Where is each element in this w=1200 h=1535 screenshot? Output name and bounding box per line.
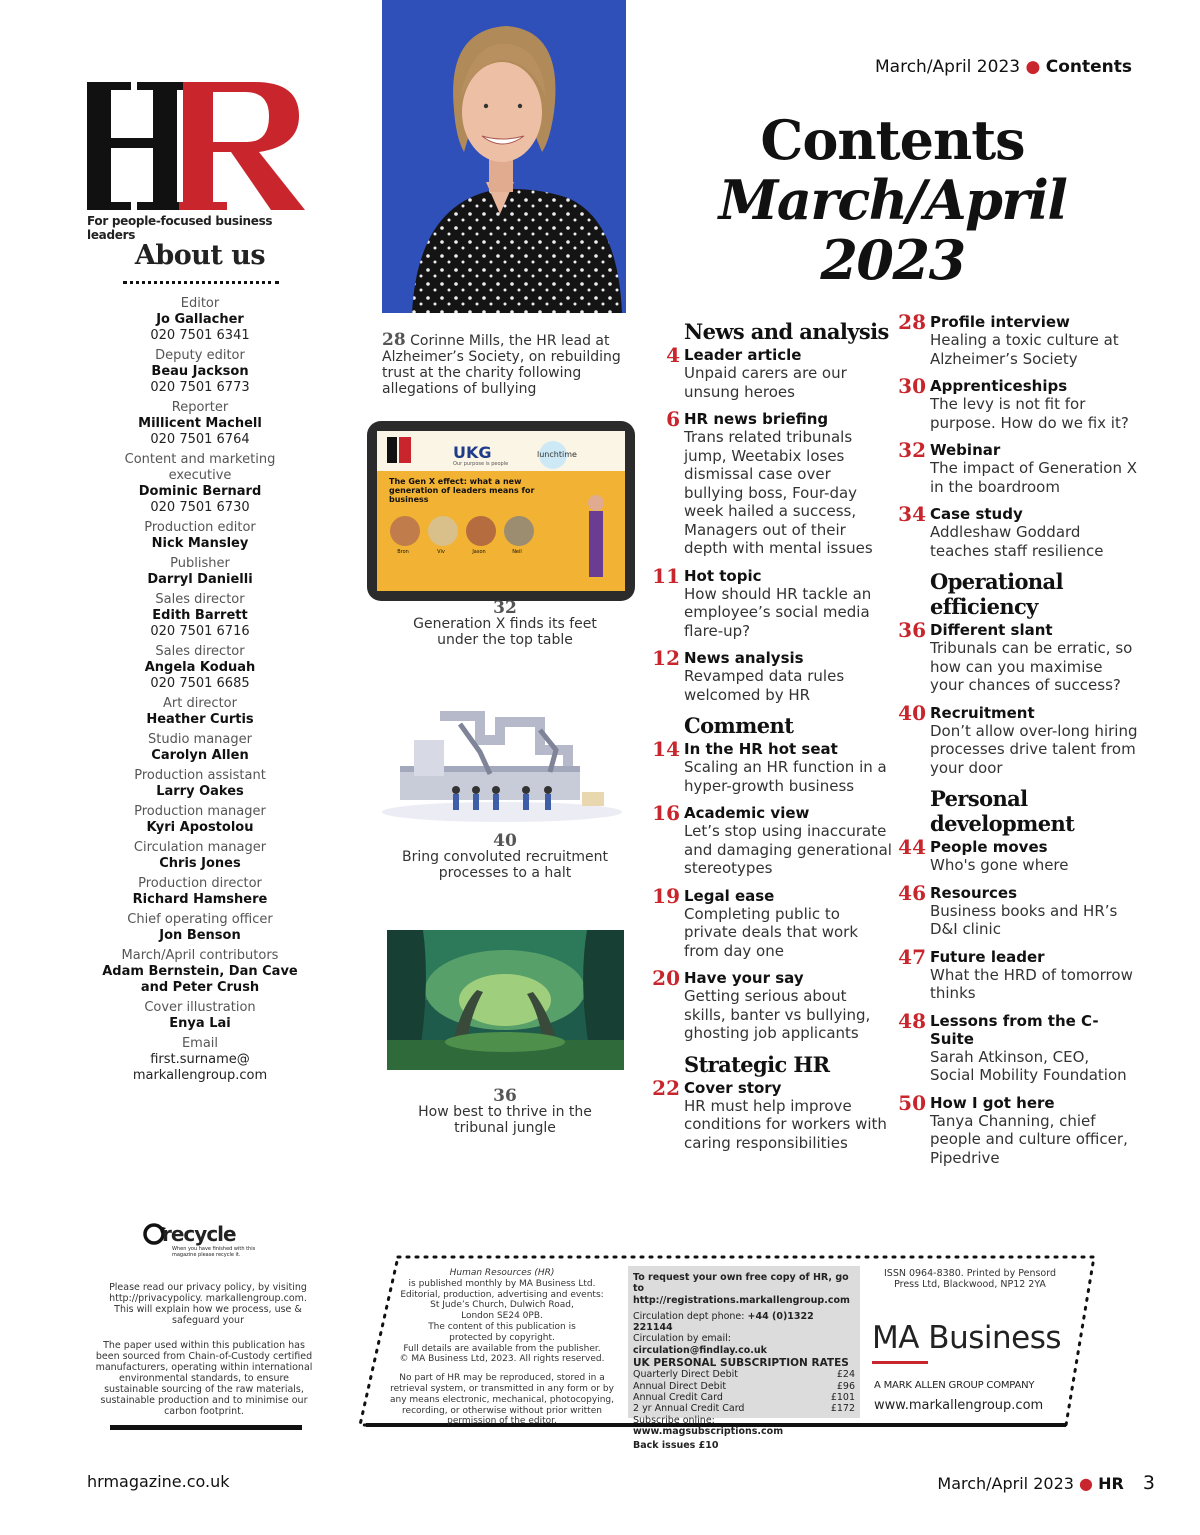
staff-entry — [100, 452, 300, 516]
toc-title: Have your say — [684, 969, 804, 987]
toc-description: The levy is not fit for purpose. How do we fix it? — [930, 395, 1129, 432]
site-url[interactable]: hrmagazine.co.uk — [87, 1472, 230, 1491]
toc-column-right — [898, 310, 1138, 1176]
page-footer — [937, 1472, 1155, 1494]
toc-title: Recruitment — [930, 703, 1035, 722]
caption-text: How best to thrive in the tribunal jungle — [418, 1104, 592, 1136]
toc-entry[interactable] — [898, 1090, 1138, 1168]
corinne-mills-photo — [382, 0, 626, 313]
bottom-rule — [110, 1425, 302, 1430]
staff-entry — [100, 1000, 300, 1032]
toc-entry[interactable] — [898, 502, 1138, 560]
ma-website[interactable]: www.markallengroup.com — [874, 1398, 1044, 1413]
publisher-line: London SE24 0PB. — [461, 1311, 543, 1322]
ma-business-logo — [872, 1320, 1061, 1356]
subscription-panel — [628, 1266, 860, 1452]
staff-role: Production editor — [144, 520, 256, 535]
toc-entry[interactable] — [652, 343, 892, 401]
staff-name: Nick Mansley — [151, 536, 249, 551]
toc-entry[interactable] — [652, 737, 892, 795]
footer-brand: HR — [1098, 1474, 1124, 1493]
about-title: About us — [134, 240, 266, 271]
staff-entry — [100, 520, 300, 552]
publisher-line: The content of this publication is — [428, 1321, 576, 1332]
toc-description: Healing a toxic culture at Alzheimer’s Society — [930, 331, 1119, 368]
toc-title: Cover story — [684, 1078, 782, 1097]
toc-description: Tribunals can be erratic, so how can you maximise your chances of success? — [930, 639, 1133, 694]
circ-phone-label: Circulation dept phone: — [633, 1310, 745, 1322]
staff-role: Email — [181, 1036, 219, 1051]
toc-page-number: 50 — [898, 1090, 926, 1115]
toc-page-number: 40 — [898, 700, 926, 725]
toc-page-number: 30 — [898, 374, 926, 398]
toc-title: Resources — [930, 883, 1018, 902]
privacy-note: Please read our privacy policy, by visiting http://privacypolicy. markallengroup.com. This will explain how we process, use & safeguard your — [109, 1282, 307, 1326]
staff-contact: 020 7501 6730 — [150, 500, 250, 515]
caption-28 — [382, 332, 632, 397]
staff-name: Kyri Apostolou — [146, 820, 254, 835]
staff-entry — [100, 912, 300, 944]
contents-title: Contents — [760, 108, 1025, 172]
toc-description: Addleshaw Goddard teaches staff resilience — [930, 523, 1104, 560]
staff-entry — [100, 296, 300, 344]
caption-text: Corinne Mills, the HR lead at Alzheimer’s Society, on rebuilding trust at the charity following allegations of bullying — [382, 333, 621, 397]
toc-description: HR must help improve conditions for workers with caring responsibilities — [684, 1096, 887, 1152]
staff-list — [100, 296, 300, 1088]
staff-contact: 020 7501 6341 — [150, 328, 250, 343]
staff-name: Jo Gallacher — [156, 312, 244, 327]
staff-contact: 020 7501 6685 — [150, 676, 250, 691]
logo-underline — [872, 1361, 928, 1364]
tribunal-jungle-illustration — [387, 930, 624, 1070]
circ-email[interactable]: circulation@findlay.co.uk — [633, 1344, 767, 1356]
toc-entry[interactable] — [898, 700, 1138, 778]
dotted-divider — [123, 281, 279, 284]
toc-description: The impact of Generation X in the boardroom — [930, 459, 1138, 496]
rate-label: Annual Credit Card — [633, 1391, 723, 1403]
event-brand: lunchtime — [537, 450, 577, 459]
toc-description: What the HRD of tomorrow thinks — [930, 965, 1133, 1002]
publisher-line: Full details are available from the publisher. — [403, 1343, 601, 1354]
toc-title: Lessons from the C-Suite — [930, 1011, 1099, 1048]
toc-page-number: 4 — [666, 343, 680, 367]
toc-title: Leader article — [684, 346, 802, 364]
toc-entry[interactable] — [652, 646, 892, 704]
staff-role: Art director — [163, 696, 237, 711]
toc-page-number: 16 — [652, 801, 680, 825]
staff-name: Carolyn Allen — [151, 748, 249, 763]
rate-price: £172 — [830, 1403, 855, 1415]
subscribe-label: Subscribe online: — [633, 1414, 715, 1426]
paper-note: The paper used within this publication has been sourced from Chain-of-Custody certified manufacturers, operating within international environmental standards, to ensure sustainable sourcing of the raw materials, sustainable production and to minimise our carbon footprint. — [95, 1340, 313, 1417]
staff-role: Circulation manager — [133, 840, 267, 855]
publisher-line: is published monthly by MA Business Ltd. — [408, 1278, 596, 1289]
copyright-notice: No part of HR may be reproduced, stored in a retrieval system, or transmitted in any form or by any means electronic, mechanical, photocopying, recording, or otherwise without prior written permission of the editor. — [389, 1373, 614, 1427]
toc-entry[interactable] — [898, 618, 1138, 695]
rate-price: £24 — [836, 1369, 855, 1381]
speaker-name: Jason — [472, 549, 486, 555]
webinar-tablet-image — [367, 421, 635, 601]
caption-text: Generation X finds its feet under the top table — [413, 616, 597, 648]
staff-name: Millicent Machell — [138, 416, 262, 431]
staff-contact: first.surname@ markallengroup.com — [132, 1052, 268, 1083]
toc-page-number: 12 — [652, 646, 680, 670]
toc-column-left — [652, 313, 892, 1161]
rate-label: 2 yr Annual Credit Card — [633, 1403, 745, 1415]
webinar-headline: The Gen X effect: what a new generation of leaders means for business — [389, 477, 535, 504]
caption-number: 32 — [493, 598, 517, 618]
staff-role: Cover illustration — [144, 1000, 256, 1015]
staff-contact: 020 7501 6716 — [150, 624, 250, 639]
recycle-word: recycle — [162, 1222, 236, 1246]
staff-entry — [100, 696, 300, 728]
rates-list — [633, 1369, 855, 1414]
publisher-details — [384, 1268, 620, 1427]
toc-description: How should HR tackle an employee’s social media flare-up? — [684, 584, 872, 640]
circ-phone: +44 (0)1322 221144 — [633, 1310, 814, 1334]
toc-title: Webinar — [930, 441, 1001, 459]
staff-name: Edith Barrett — [152, 608, 248, 623]
page-number: 3 — [1142, 1472, 1155, 1494]
rate-label: Quarterly Direct Debit — [633, 1369, 739, 1381]
toc-page-number: 19 — [652, 883, 680, 908]
staff-name: Larry Oakes — [156, 784, 244, 799]
toc-description: Tanya Channing, chief people and culture officer, Pipedrive — [930, 1111, 1128, 1167]
rate-label: Annual Direct Debit — [633, 1380, 727, 1392]
staff-name: Adam Bernstein, Dan Cave and Peter Crush — [102, 964, 298, 995]
section-heading: Strategic HR — [684, 1051, 830, 1077]
caption-number: 28 — [382, 330, 406, 350]
toc-description: Unpaid carers are our unsung heroes — [684, 364, 847, 401]
toc-description: Sarah Atkinson, CEO, Social Mobility Foundation — [930, 1047, 1127, 1084]
staff-name: Beau Jackson — [151, 364, 249, 379]
subscription-heading: UK PERSONAL SUBSCRIPTION RATES — [633, 1357, 849, 1370]
toc-page-number: 20 — [652, 966, 680, 990]
staff-name: Angela Koduah — [144, 660, 256, 675]
section-heading: News and analysis — [684, 319, 889, 344]
caption-number: 40 — [493, 831, 517, 851]
publisher-line: St Jude’s Church, Dulwich Road, — [430, 1300, 574, 1311]
staff-name: Jon Benson — [159, 928, 241, 943]
toc-description: Don’t allow over-long hiring processes drive talent from your door — [930, 721, 1138, 777]
staff-entry — [100, 400, 300, 448]
free-copy-request[interactable]: To request your own free copy of HR, go to http://registrations.markallengroup.com — [633, 1272, 850, 1306]
caption-text: Bring convoluted recruitment processes to a halt — [401, 849, 609, 881]
hr-logo — [87, 80, 319, 232]
toc-page-number: 6 — [666, 407, 680, 431]
toc-title: How I got here — [930, 1093, 1055, 1112]
toc-page-number: 48 — [898, 1008, 926, 1033]
toc-entry[interactable] — [652, 563, 892, 641]
speaker-name: Neil — [512, 549, 522, 555]
staff-name: Chris Jones — [159, 856, 241, 871]
toc-title: In the HR hot seat — [684, 740, 838, 758]
toc-entry[interactable] — [652, 966, 892, 1043]
staff-role: Chief operating officer — [127, 912, 273, 927]
toc-entry[interactable] — [652, 883, 892, 961]
staff-contact: 020 7501 6764 — [150, 432, 250, 447]
toc-title: People moves — [930, 838, 1048, 856]
staff-role: Production director — [138, 876, 262, 891]
staff-entry — [100, 592, 300, 640]
rate-row — [633, 1381, 855, 1392]
staff-entry — [100, 840, 300, 872]
logo-tagline: For people-focused business leaders — [87, 214, 273, 242]
rate-row — [633, 1369, 855, 1380]
toc-description: Getting serious about skills, banter vs bullying, ghosting job applicants — [684, 987, 871, 1042]
bullet-icon: ● — [1025, 57, 1041, 77]
staff-name: Heather Curtis — [146, 712, 254, 727]
toc-title: Case study — [930, 505, 1023, 523]
toc-page-number: 32 — [898, 438, 926, 462]
caption-number: 36 — [493, 1086, 517, 1106]
toc-page-number: 36 — [898, 618, 926, 642]
toc-page-number: 47 — [898, 944, 926, 969]
toc-entry[interactable] — [898, 880, 1138, 939]
subtitle-month: March/April — [718, 168, 1067, 232]
staff-role: Reporter — [171, 400, 229, 415]
toc-title: Hot topic — [684, 566, 762, 585]
subtitle-year: 2023 — [820, 228, 965, 292]
toc-title: Future leader — [930, 947, 1045, 966]
caption-36 — [400, 1088, 610, 1136]
staff-name: Richard Hamshere — [132, 892, 268, 907]
toc-entry[interactable] — [898, 374, 1138, 432]
toc-page-number: 46 — [898, 880, 926, 905]
toc-title: Profile interview — [930, 313, 1070, 331]
toc-page-number: 14 — [652, 737, 680, 761]
publisher-line: protected by copyright. — [449, 1332, 555, 1343]
staff-name: Dominic Bernard — [138, 484, 262, 499]
staff-role: March/April contributors — [121, 948, 279, 963]
caption-32 — [400, 600, 610, 648]
header-issue: March/April 2023 — [875, 57, 1021, 77]
ma-company: A MARK ALLEN GROUP COMPANY — [874, 1380, 1035, 1391]
toc-page-number: 22 — [652, 1075, 680, 1100]
subscribe-link[interactable]: www.magsubscriptions.com — [633, 1425, 784, 1437]
toc-description: Revamped data rules welcomed by HR — [684, 667, 845, 704]
toc-page-number: 44 — [898, 835, 926, 859]
staff-role: Sales director — [155, 592, 245, 607]
ma-logo-text: MA Business — [872, 1320, 1062, 1356]
toc-title: News analysis — [684, 649, 804, 667]
speaker-name: Viv — [437, 549, 445, 555]
back-issues: Back issues £10 — [633, 1440, 719, 1452]
publisher-line: Human Resources (HR) — [449, 1268, 555, 1278]
toc-page-number: 11 — [652, 563, 680, 588]
staff-entry — [100, 768, 300, 800]
rate-price: £96 — [836, 1380, 855, 1392]
staff-entry — [100, 556, 300, 588]
footer-issue: March/April 2023 — [937, 1474, 1074, 1493]
staff-role: Studio manager — [148, 732, 252, 747]
staff-role: Production manager — [134, 804, 266, 819]
section-heading: Operational efficiency — [930, 569, 1063, 619]
toc-title: Academic view — [684, 804, 810, 822]
toc-description: Let’s stop using inaccurate and damaging generational stereotypes — [684, 822, 892, 877]
toc-title: Apprenticeships — [930, 377, 1068, 395]
section-heading: Comment — [684, 713, 794, 738]
staff-contact: 020 7501 6773 — [150, 380, 250, 395]
toc-entry[interactable] — [898, 438, 1138, 496]
ukg-brand: UKG — [453, 443, 492, 462]
staff-entry — [100, 644, 300, 692]
staff-entry — [100, 348, 300, 396]
staff-role: Production assistant — [134, 768, 266, 783]
rate-row — [633, 1392, 855, 1403]
publisher-line: Editorial, production, advertising and events: — [400, 1289, 604, 1300]
toc-description: Who's gone where — [930, 856, 1069, 874]
toc-page-number: 28 — [898, 310, 926, 334]
staff-role: Content and marketing executive — [124, 452, 276, 483]
staff-role: Deputy editor — [155, 348, 245, 363]
toc-entry[interactable] — [898, 835, 1138, 875]
toc-description: Scaling an HR function in a hyper-growth business — [684, 758, 887, 795]
rate-row — [633, 1403, 855, 1414]
caption-40 — [400, 833, 610, 881]
toc-page-number: 34 — [898, 502, 926, 526]
toc-entry[interactable] — [898, 944, 1138, 1003]
rate-price: £101 — [830, 1391, 855, 1403]
staff-role: Editor — [180, 296, 220, 311]
toc-entry[interactable] — [898, 310, 1138, 368]
toc-entry[interactable] — [652, 1075, 892, 1153]
ukg-tag: Our purpose is people — [453, 461, 509, 467]
header-section: Contents — [1045, 57, 1132, 77]
contents-subtitle — [700, 170, 1085, 290]
staff-name: Darryl Danielli — [147, 572, 253, 587]
staff-name: Enya Lai — [169, 1016, 231, 1031]
staff-entry — [100, 804, 300, 836]
running-header — [875, 57, 1132, 77]
toc-title: HR news briefing — [684, 410, 829, 428]
toc-description: Completing public to private deals that work from day one — [684, 904, 859, 960]
staff-entry — [100, 1036, 300, 1084]
toc-entry[interactable] — [898, 1008, 1138, 1085]
speaker-name: Bron — [397, 549, 409, 555]
staff-entry — [100, 876, 300, 908]
publisher-line: © MA Business Ltd, 2023. All rights reserved. — [399, 1354, 605, 1365]
toc-description: Business books and HR’s D&I clinic — [930, 901, 1118, 938]
staff-entry — [100, 732, 300, 764]
bullet-icon: ● — [1079, 1474, 1093, 1493]
toc-entry[interactable] — [652, 407, 892, 558]
section-heading: Personal development — [930, 786, 1075, 836]
staff-role: Publisher — [170, 556, 230, 571]
recycle-note: When you have finished with this magazine please recycle it. — [172, 1246, 256, 1258]
staff-entry — [100, 948, 300, 996]
toc-entry[interactable] — [652, 801, 892, 878]
staff-role: Sales director — [155, 644, 245, 659]
toc-title: Legal ease — [684, 886, 775, 905]
issn-printer: ISSN 0964-8380. Printed by Pensord Press Ltd, Blackwood, NP12 2YA — [883, 1268, 1057, 1290]
recruitment-factory-illustration — [372, 700, 634, 828]
toc-description: Trans related tribunals jump, Weetabix loses dismissal case over bullying boss, Four-day week hailed a success, Managers out of their depth with mental issues — [684, 428, 873, 557]
circ-email-label: Circulation by email: — [633, 1333, 731, 1345]
toc-title: Different slant — [930, 621, 1053, 639]
